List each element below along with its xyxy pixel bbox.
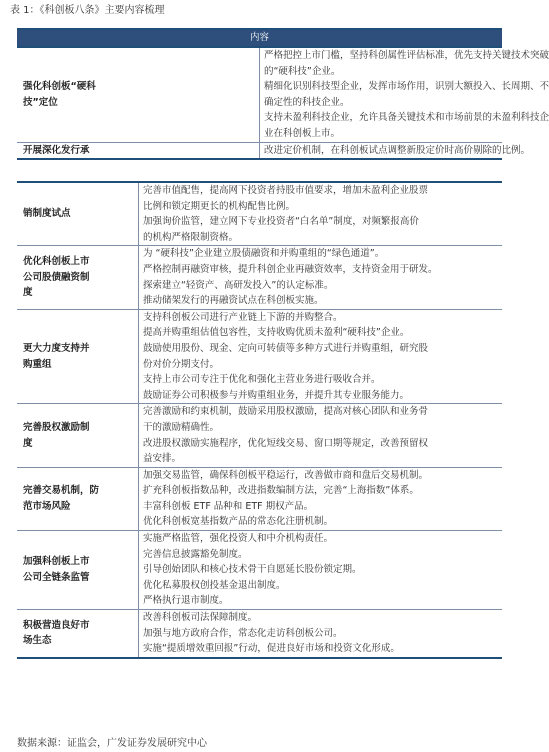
policy-content-line: 支持科创板公司进行产业链上下游的并购整合。 xyxy=(143,311,343,323)
policy-content-line: 支持上市公司专注于优化和强化主营业务进行吸收合并。 xyxy=(143,374,381,386)
policy-content-line: 优化私募股权创投基金退出制度。 xyxy=(143,579,286,591)
policy-content-line: 加强交易监管，确保科创板平稳运行，改善做市商和盘后交易机制。 xyxy=(143,469,429,481)
policy-category-line: 加强科创板上市 xyxy=(23,556,90,568)
policy-content-line: 干的激励精确性。 xyxy=(143,421,220,433)
policy-category-line: 积极营造良好市 xyxy=(23,619,90,631)
policy-content-line: 的“硬科技”企业。 xyxy=(264,65,341,77)
policy-content xyxy=(139,309,503,404)
policy-row xyxy=(17,246,502,309)
policy-category xyxy=(17,531,139,610)
policy-category xyxy=(17,404,139,467)
policy-category-line: 度 xyxy=(23,287,33,299)
policy-content-line: 完善市值配售，提高网下投资者持股市值要求，增加未盈利企业股票 xyxy=(143,185,429,196)
policy-content xyxy=(139,182,503,246)
policy-category-line: 开展深化发行承 xyxy=(23,144,90,156)
policy-content xyxy=(139,610,503,658)
policy-content-line: 业在科创板上市。 xyxy=(264,127,341,139)
policy-content-line: 加强与地方政府合作，常态化走访科创板公司。 xyxy=(143,627,343,639)
policy-content-line: 实施“提质增效重回报”行动，促进良好市场和投资文化形成。 xyxy=(143,643,400,655)
policy-content-line: 完善信息披露豁免制度。 xyxy=(143,548,248,560)
policy-category-line: 完善股权激励制 xyxy=(23,421,90,433)
policy-category-line: 更大力度支持并 xyxy=(23,342,90,354)
policy-content-line: 益安排。 xyxy=(143,453,182,465)
policy-row xyxy=(17,47,502,142)
policy-content xyxy=(139,404,503,467)
policy-row xyxy=(17,142,502,159)
policy-content-line: 支持未盈利科技企业，允许具备关键技术和市场前景的未盈利科技企 xyxy=(264,112,549,124)
policy-row xyxy=(17,467,502,530)
policy-category-line: 场生态 xyxy=(23,635,52,647)
policy-category-line: 公司股债融资制 xyxy=(23,271,90,283)
policy-category-line: 技”定位 xyxy=(23,96,58,108)
policy-content xyxy=(260,47,549,142)
policy-category-line: 购重组 xyxy=(23,358,52,370)
policy-content-line: 改进股权激励实施程序，优化短线交易、窗口期等规定，改善预留权 xyxy=(143,437,429,449)
policy-content-line: 探索建立“轻资产、高研发投入”的认定标准。 xyxy=(143,279,334,291)
policy-category xyxy=(17,182,139,246)
policy-category xyxy=(17,142,260,159)
policy-content-line: 实施严格监管，强化投资人和中介机构责任。 xyxy=(143,533,334,545)
policy-content-line: 份对价分期支付。 xyxy=(143,358,220,370)
policy-category xyxy=(17,246,139,309)
table-header-row xyxy=(17,29,502,47)
policy-category-line: 完善交易机制，防 xyxy=(23,485,100,497)
policy-category-line: 度 xyxy=(23,437,33,449)
policy-category xyxy=(17,610,139,658)
policy-content-line: 确定性的科技企业。 xyxy=(264,96,350,108)
policy-content-line: 精细化识别科技型企业，发挥市场作用，识别大额投入、长周期、不 xyxy=(264,81,549,93)
policy-category-line: 强化科创板“硬科 xyxy=(23,81,96,93)
policy-content-line: 推动储架发行的再融资试点在科创板实施。 xyxy=(143,295,324,307)
table-caption: 表 1：《科创板八条》主要内容梳理 xyxy=(10,5,165,16)
policy-row xyxy=(17,182,502,246)
policy-table-part1 xyxy=(17,28,549,160)
policy-category-line: 优化科创板上市 xyxy=(23,256,90,268)
policy-content-line: 严格控制再融资审核，提升科创企业再融资效率，支持资金用于研发。 xyxy=(143,263,438,275)
policy-content-line: 严格把控上市门槛，坚持科创属性评估标准，优先支持关键技术突破 xyxy=(264,50,549,61)
policy-content xyxy=(139,531,503,610)
table-header-cell: 内容 xyxy=(17,29,502,47)
policy-content xyxy=(260,142,531,159)
policy-category-line: 公司全链条监管 xyxy=(23,572,90,584)
policy-content-line: 改进定价机制，在科创板试点调整新股定价时高价剔除的比例。 xyxy=(264,144,531,156)
policy-content-line: 引导创始团队和核心技术骨干自愿延长股份锁定期。 xyxy=(143,564,362,576)
policy-category xyxy=(17,309,139,404)
policy-category xyxy=(17,47,260,142)
policy-category xyxy=(17,467,139,530)
policy-content xyxy=(139,467,503,530)
policy-row xyxy=(17,610,502,658)
policy-content-line: 鼓励证券公司积极参与并购重组业务，并提升其专业服务能力。 xyxy=(143,389,410,401)
policy-table-part2 xyxy=(17,181,502,659)
policy-content-line: 丰富科创板 ETF 品种和 ETF 期权产品。 xyxy=(143,500,314,512)
policy-row xyxy=(17,404,502,467)
policy-content-line: 鼓励使用股份、现金、定向可转债等多种方式进行并购重组，研究股 xyxy=(143,342,429,354)
policy-content-line: 比例和锁定期更长的机构配售比例。 xyxy=(143,200,296,212)
policy-content-line: 加强询价监管，建立网下专业投资者“白名单”制度，对频繁报高价 xyxy=(143,216,419,228)
policy-content-line: 严格执行退市制度。 xyxy=(143,595,229,607)
policy-row xyxy=(17,531,502,610)
policy-content-line: 优化科创板宽基指数产品的常态化注册机制。 xyxy=(143,516,334,528)
policy-category-line: 范市场风险 xyxy=(23,500,71,512)
policy-content-line: 为 “硬科技”企业建立股债融资和并购重组的“绿色通道”。 xyxy=(143,248,385,260)
data-source: 数据来源：证监会，广发证券发展研究中心 xyxy=(17,738,207,749)
policy-content xyxy=(139,246,503,309)
policy-category-line: 销制度试点 xyxy=(23,208,71,220)
policy-content-line: 完善激励和约束机制，鼓励采用股权激励，提高对核心团队和业务骨 xyxy=(143,406,429,418)
policy-content-line: 的机构严格限制资格。 xyxy=(143,231,239,243)
policy-content-line: 改善科创板司法保障制度。 xyxy=(143,612,258,624)
policy-content-line: 扩充科创板指数品种，改进指数编制方法，完善“上海指数”体系。 xyxy=(143,485,419,497)
policy-row xyxy=(17,309,502,404)
policy-content-line: 提高并购重组估值包容性，支持收购优质未盈利“硬科技”企业。 xyxy=(143,327,410,339)
